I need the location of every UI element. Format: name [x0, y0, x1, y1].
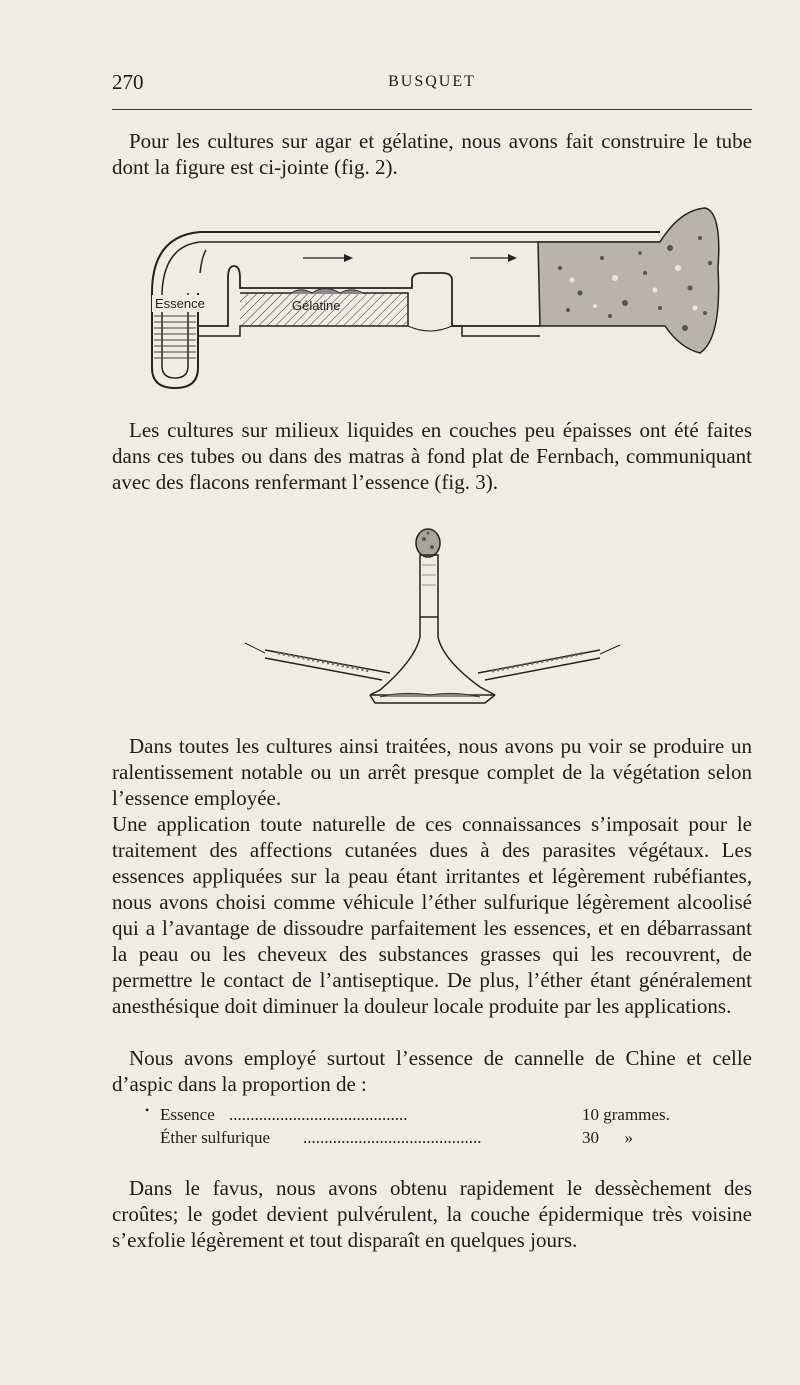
- figure-2-drawing: [140, 198, 730, 403]
- paragraph-application: Une application toute naturelle de ces connaissances s’imposait pour le traitement des affections cutanées dues à des parasites végétaux. Les essences appliquées sur la peau étant irritantes et légèrement rubéfiantes, nous avons choisi comme véhicule l’éther sulfurique légèrement alcoolisé qui a l’avantage de dissoudre parfaitement les essences, et en débarrassant la peau ou les cheveux des substances grasses qui les recouvrent, de permettre le contact de l’antiseptique. De plus, l’éther étant généralement anesthésique doit diminuer la douleur locale produite par les applications.: [112, 812, 752, 1018]
- label-essence: Essence: [155, 296, 205, 311]
- formula-leader-dots: ..........................................: [303, 1128, 482, 1147]
- paragraph-proportion: Nous avons employé surtout l’essence de cannelle de Chine et celle d’aspic dans la proportion de :: [112, 1046, 752, 1096]
- formula-row: [145, 1128, 705, 1151]
- formula-table: [145, 1105, 705, 1151]
- header-rule: [112, 109, 752, 110]
- formula-bullet: •: [145, 1103, 150, 1117]
- formula-ingredient: Essence: [160, 1105, 215, 1124]
- figure-3-drawing: [230, 525, 630, 720]
- page-header: [112, 70, 752, 98]
- formula-quantity: 30 »: [582, 1128, 633, 1147]
- paragraph-fig2-intro: Pour les cultures sur agar et gélatine, nous avons fait construire le tube dont la figure est ci-jointe (fig. 2).: [112, 129, 752, 179]
- label-gelatine: Gélatine: [292, 298, 341, 313]
- figure-3-fernbach-flask: [230, 525, 630, 720]
- paragraph-results: Dans toutes les cultures ainsi traitées, nous avons pu voir se produire un ralentissement notable ou un arrêt presque complet de la végétation selon l’essence employée.: [112, 734, 752, 810]
- formula-leader-dots: ..........................................: [229, 1105, 408, 1124]
- running-head: BUSQUET: [388, 73, 476, 90]
- paragraph-favus: Dans le favus, nous avons obtenu rapidement le dessèchement des croûtes; le godet devient pulvérulent, la couche épidermique très voisine s’exfolie légèrement et tout disparaît en quelques jours.: [112, 1176, 752, 1252]
- page-number: 270: [112, 70, 144, 94]
- paragraph-fig3-intro: Les cultures sur milieux liquides en couches peu épaisses ont été faites dans ces tubes ou dans des matras à fond plat de Fernbach, communiquant avec des flacons renfermant l’essence (fig. 3).: [112, 418, 752, 494]
- formula-ingredient: Éther sulfurique: [160, 1128, 270, 1147]
- formula-quantity: 10 grammes.: [582, 1105, 670, 1124]
- formula-row: [145, 1105, 705, 1128]
- figure-2-culture-tube: [140, 198, 730, 403]
